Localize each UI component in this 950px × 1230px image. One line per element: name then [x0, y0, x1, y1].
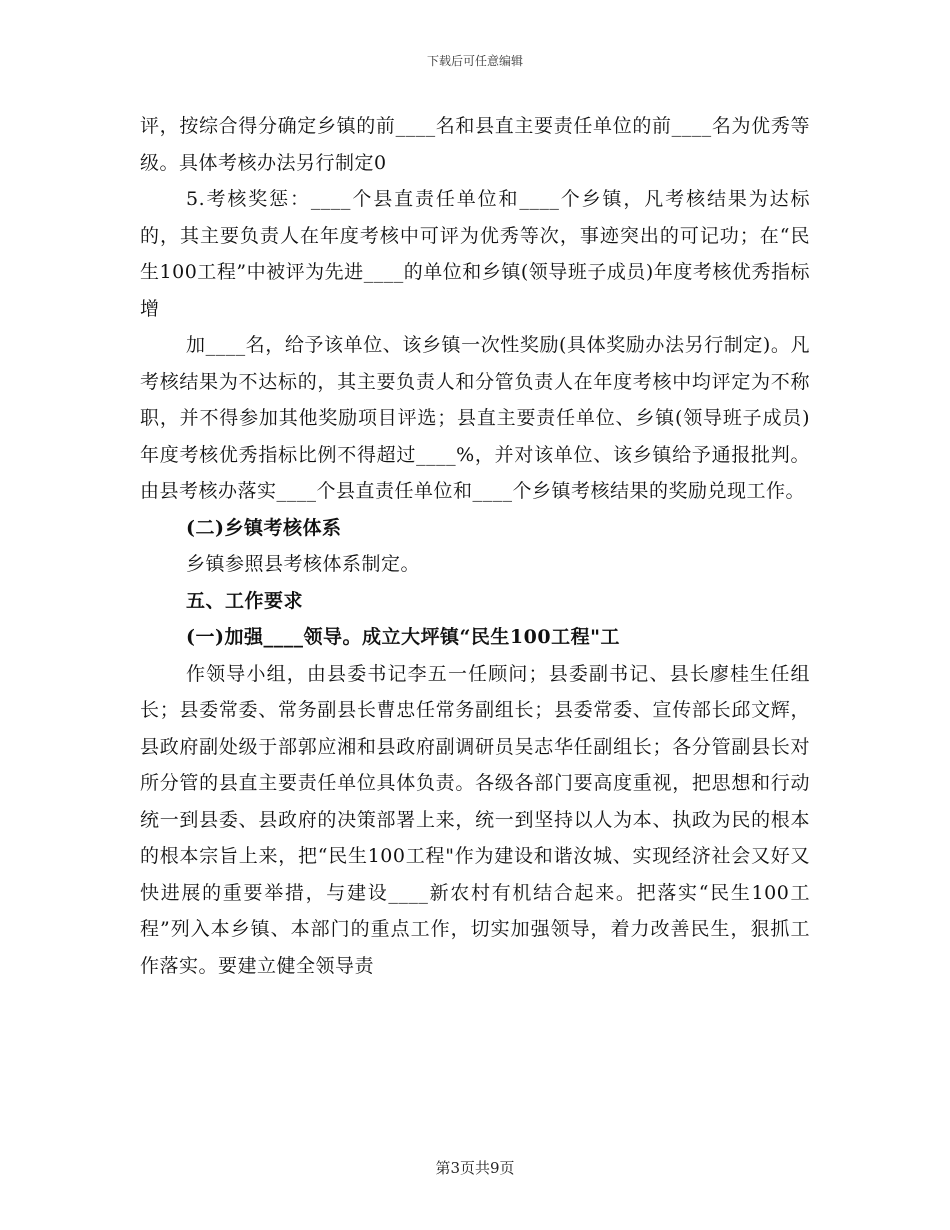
paragraph-rewards: 5.考核奖惩：____个县直责任单位和____个乡镇，凡考核结果为达标的，其主要负责人在年度考核中可评为优秀等次，事迹突出的可记功；在“民生100工程”中被评为先进____的单位和乡镇(领导班子成员)年度考核优秀指标增: [140, 188, 810, 320]
section-heading-leadership: (一)加强____领导。成立大坪镇“民生100工程"工: [186, 626, 620, 648]
page-header: 下载后可任意编辑: [426, 54, 523, 68]
document-body: [140, 108, 810, 984]
section-heading-town-system: (二)乡镇考核体系: [186, 516, 342, 539]
paragraph-town-system: 乡镇参照县考核体系制定。: [186, 553, 421, 575]
paragraph-leadership: 作领导小组，由县委书记李五一任顾问；县委副书记、县长廖桂生任组长；县委常委、常务副县长曹忠任常务副组长；县委常委、宣传部长邱文辉，县政府副处级于部郭应湘和县政府副调研员吴志华任副组长；各分管副县长对所分管的县直主要责任单位具体负责。各级各部门要高度重视，把思想和行动统一到县委、县政府的决策部署上来，统一到坚持以人为本、执政为民的根本的根本宗旨上来，把“民生100工程"作为建设和谐汝城、实现经济社会又好又快进展的重要举措，与建设____新农村有机结合起来。把落实“民生100工程”列入本乡镇、本部门的重点工作，切实加强领导，着力改善民生，狠抓工作落实。要建立健全领导责: [140, 662, 810, 977]
page-number: 第3页共9页: [435, 1159, 515, 1177]
section-heading-work-requirements: 五、工作要求: [186, 589, 304, 612]
paragraph-penalties: 加____名，给予该单位、该乡镇一次性奖励(具体奖励办法另行制定)。凡考核结果为不达标的，其主要负责人和分管负责人在年度考核中均评定为不称职，并不得参加其他奖励项目评选；县直主要责任单位、乡镇(领导班子成员)年度考核优秀指标比例不得超过____%，并对该单位、该乡镇给予通报批判。由县考核办落实____个县直责任单位和____个乡镇考核结果的奖励兑现工作。: [140, 334, 810, 502]
paragraph-evaluation: 评，按综合得分确定乡镇的前____名和县直主要责任单位的前____名为优秀等级。具体考核办法另行制定0: [140, 115, 810, 174]
